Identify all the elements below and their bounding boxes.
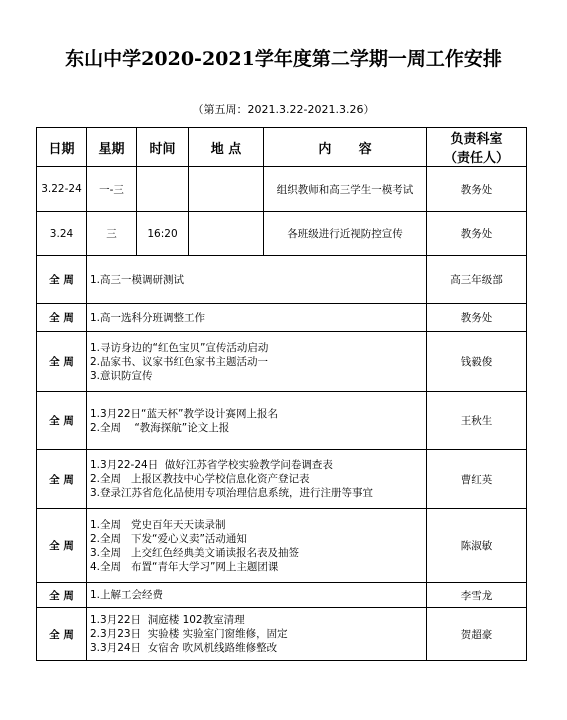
list-item: 4.全周 布置“青年大学习”网上主题团课 bbox=[90, 560, 279, 573]
row-content: 组织教师和高三学生一模考试 bbox=[264, 167, 427, 212]
header-responsible-line2: （责任人） bbox=[443, 151, 509, 166]
table-row bbox=[37, 256, 527, 304]
row-period-label: 全 周 bbox=[37, 304, 87, 332]
list-item: 1.3月22-24日 做好江苏省学校实验教学问卷调查表 bbox=[90, 459, 333, 471]
list-item: 2.3月23日 实验楼 实验室门窗维修，固定 bbox=[90, 628, 288, 640]
row-period-label: 全 周 bbox=[37, 450, 87, 509]
header-date: 日期 bbox=[37, 128, 87, 167]
list-item: 3.全周 上交红色经典美文诵读报名表及抽签 bbox=[90, 546, 300, 559]
header-responsible bbox=[427, 128, 527, 167]
list-item: 2.品家书、议家书红色家书主题活动一 bbox=[90, 355, 269, 368]
list-item: 1.3月22日 洞庭楼 102教室清理 bbox=[90, 614, 245, 626]
table-row bbox=[37, 608, 527, 661]
table-row bbox=[37, 583, 527, 608]
row-period-label: 全 周 bbox=[37, 392, 87, 450]
list-item: 3.3月24日 女宿舍 吹风机线路维修整改 bbox=[90, 642, 278, 654]
row-date: 3.22-24 bbox=[37, 167, 87, 212]
row-place bbox=[189, 167, 264, 212]
header-row bbox=[37, 128, 527, 167]
row-time: 16:20 bbox=[137, 212, 189, 256]
week-range-subtitle: （第五周：2021.3.22-2021.3.26） bbox=[192, 103, 375, 116]
row-items bbox=[87, 509, 427, 583]
table-row bbox=[37, 212, 527, 256]
row-responsible: 曹红英 bbox=[427, 450, 527, 509]
row-responsible: 贺超豪 bbox=[427, 608, 527, 661]
table-row bbox=[37, 332, 527, 392]
row-weekday: 一-三 bbox=[87, 167, 137, 212]
row-items bbox=[87, 392, 427, 450]
list-item: 1.上解工会经费 bbox=[90, 589, 164, 601]
row-items bbox=[87, 332, 427, 392]
list-item: 3.意识防宣传 bbox=[90, 369, 153, 382]
table-row bbox=[37, 509, 527, 583]
row-items bbox=[87, 304, 427, 332]
table-row bbox=[37, 392, 527, 450]
row-responsible: 李雪龙 bbox=[427, 583, 527, 608]
list-item: 1.全周 党史百年天天读录制 bbox=[90, 518, 226, 531]
row-items bbox=[87, 450, 427, 509]
list-item: 2.全周 下发“爱心义卖”活动通知 bbox=[90, 532, 247, 545]
row-items bbox=[87, 256, 427, 304]
row-period-label: 全 周 bbox=[37, 256, 87, 304]
header-place: 地 点 bbox=[189, 128, 264, 167]
row-weekday: 三 bbox=[87, 212, 137, 256]
document-title: 东山中学2020-2021学年度第二学期一周工作安排 bbox=[65, 48, 502, 70]
row-period-label: 全 周 bbox=[37, 608, 87, 661]
row-period-label: 全 周 bbox=[37, 509, 87, 583]
row-responsible: 教务处 bbox=[427, 212, 527, 256]
row-responsible: 教务处 bbox=[427, 167, 527, 212]
header-weekday: 星期 bbox=[87, 128, 137, 167]
list-item: 3.登录江苏省危化品使用专项治理信息系统，进行注册等事宜 bbox=[90, 487, 374, 499]
table-row bbox=[37, 450, 527, 509]
row-responsible: 教务处 bbox=[427, 304, 527, 332]
row-period-label: 全 周 bbox=[37, 332, 87, 392]
list-item: 2.全周 上报区教技中心学校信息化资产登记表 bbox=[90, 473, 310, 485]
row-responsible: 钱毅俊 bbox=[427, 332, 527, 392]
row-period-label: 全 周 bbox=[37, 583, 87, 608]
list-item: 1.3月22日“蓝天杯”教学设计赛网上报名 bbox=[90, 407, 278, 420]
header-responsible-line1: 负责科室 bbox=[450, 132, 503, 147]
table-row bbox=[37, 304, 527, 332]
row-time bbox=[137, 167, 189, 212]
row-place bbox=[189, 212, 264, 256]
list-item: 1.高一选科分班调整工作 bbox=[90, 311, 206, 324]
row-items bbox=[87, 608, 427, 661]
list-item: 2.全周 “教海探航”论文上报 bbox=[90, 421, 230, 434]
row-responsible: 王秋生 bbox=[427, 392, 527, 450]
row-responsible: 陈淑敏 bbox=[427, 509, 527, 583]
row-content: 各班级进行近视防控宣传 bbox=[264, 212, 427, 256]
row-items bbox=[87, 583, 427, 608]
schedule-table bbox=[36, 127, 527, 661]
table-row bbox=[37, 167, 527, 212]
header-time: 时间 bbox=[137, 128, 189, 167]
list-item: 1.寻访身边的“红色宝贝”宣传活动启动 bbox=[90, 341, 269, 354]
row-date: 3.24 bbox=[37, 212, 87, 256]
row-responsible: 高三年级部 bbox=[427, 256, 527, 304]
list-item: 1.高三一模调研测试 bbox=[90, 273, 185, 286]
header-content: 内 容 bbox=[264, 128, 427, 167]
